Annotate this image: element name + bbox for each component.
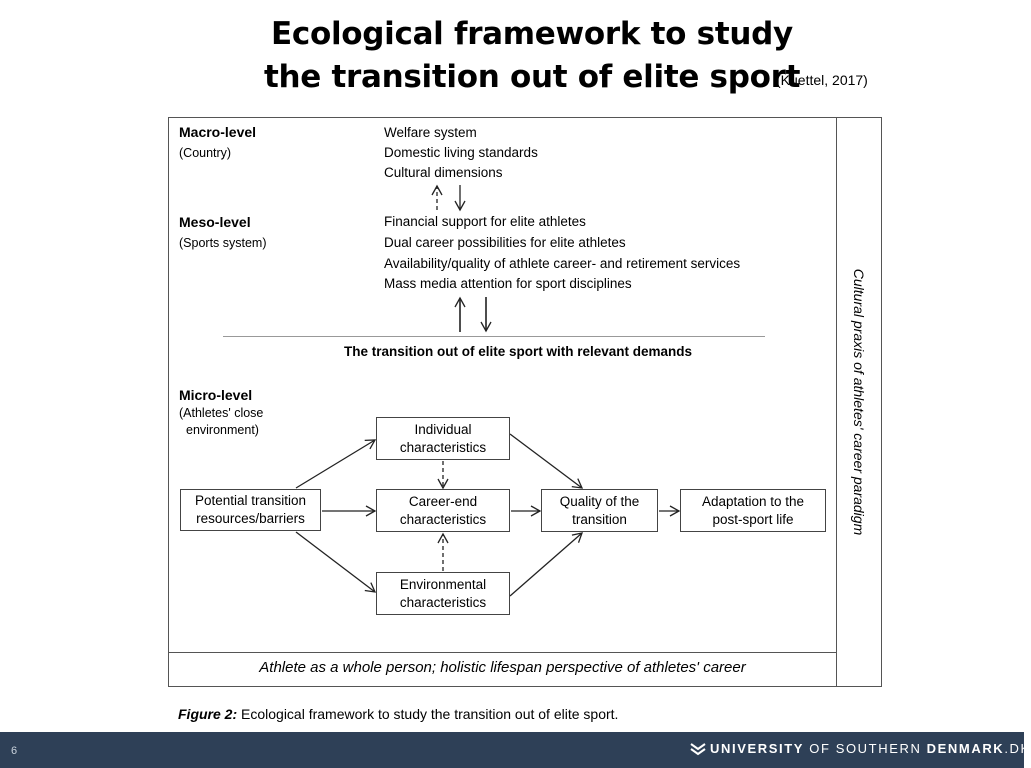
macro-level-name: Macro-level [179,124,257,140]
arrow-environmental-quality [510,533,582,596]
logo-mark-icon [690,741,706,755]
figure-label: Figure 2: [178,706,238,722]
title-line-2: the transition out of elite sport [264,59,801,95]
box-line: Adaptation to the [701,493,805,509]
arrow-resources-environmental [296,532,375,592]
page-number: 6 [11,745,18,757]
box-resources-barriers [180,489,321,531]
box-quality-of-transition [541,489,658,532]
micro-level-name: Micro-level [179,387,253,403]
box-line: Quality of the [559,493,640,509]
arrow-individual-quality [510,434,582,488]
logo-word: OF SOUTHERN [804,741,927,756]
micro-level-sub: (Athletes' close [179,406,264,420]
meso-level-sub: (Sports system) [179,236,267,250]
macro-level-sub: (Country) [179,146,232,160]
box-career-end-characteristics [376,489,510,532]
logo-word: UNIVERSITY [710,741,805,756]
figure-caption-text: Ecological framework to study the transition out of elite sport. [237,706,619,722]
logo-word: DENMARK [926,741,1005,756]
box-line: transition [572,511,627,527]
box-adaptation-post-sport [680,489,826,532]
figure-caption [178,706,618,722]
meso-item: Financial support for elite athletes [384,214,586,229]
meso-item: Availability/quality of athlete career- and retirement services [384,256,741,271]
footer-bar [0,732,1031,768]
meso-item: Dual career possibilities for elite athletes [384,235,626,250]
box-line: Career-end [408,493,478,509]
macro-item: Cultural dimensions [384,165,503,180]
arrow-resources-individual [296,440,375,488]
micro-level-sub: environment) [186,423,259,437]
box-line: characteristics [399,439,487,455]
meso-item: Mass media attention for sport disciplines [384,276,632,291]
box-line: Environmental [399,576,487,592]
box-line: post-sport life [712,511,794,527]
box-line: characteristics [399,594,487,610]
macro-item: Welfare system [384,125,477,140]
bottom-label-holistic: Athlete as a whole person; holistic lifespan perspective of athletes' career [259,659,746,676]
macro-item: Domestic living standards [384,145,538,160]
title-line-1: Ecological framework to study [271,16,793,52]
meso-level-name: Meso-level [179,214,251,230]
transition-heading: The transition out of elite sport with relevant demands [344,344,693,359]
box-environmental-characteristics [376,572,510,615]
box-line: Potential transition [194,493,307,508]
box-line: Individual [414,421,472,437]
citation: (Kuettel, 2017) [776,72,868,88]
university-logo [690,741,1031,756]
side-label-cultural-praxis: Cultural praxis of athletes' career paradigm [851,268,867,536]
logo-word: .DK [1004,741,1031,756]
box-individual-characteristics [376,417,510,460]
box-line: characteristics [399,511,487,527]
box-line: resources/barriers [196,511,305,526]
